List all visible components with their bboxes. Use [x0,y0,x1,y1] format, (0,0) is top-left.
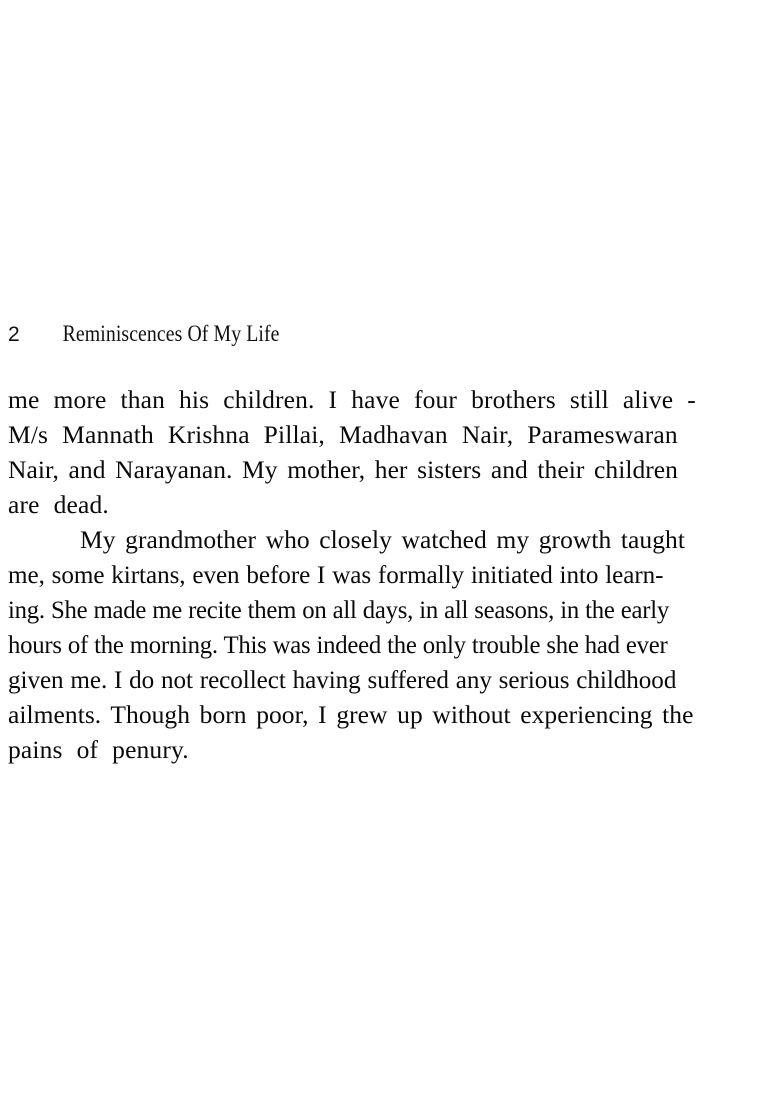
text-line: given me. I do not recollect having suffered any serious childhood [8,665,677,694]
body-text [8,382,772,767]
text-line: Nair, and Narayanan. My mother, her sisters and their children [8,455,678,484]
text-line: pains of penury. [8,735,189,764]
text-line: ing. She made me recite them on all days, in all seasons, in the early [8,595,669,624]
text-line: hours of the morning. This was indeed the only trouble she had ever [8,630,668,659]
page-number: 2 [8,323,20,346]
paragraph [8,382,772,522]
text-line: me, some kirtans, even before I was formally initiated into learn- [8,560,664,589]
running-title: Reminiscences Of My Life [62,321,280,346]
text-line: M/s Mannath Krishna Pillai, Madhavan Nair, Parameswaran [8,420,678,449]
text-line: me more than his children. I have four brothers still alive - [8,385,696,414]
text-line-content: My grandmother who closely watched my growth taught [80,525,685,554]
paragraph [8,522,772,767]
text-line: ailments. Though born poor, I grew up without experiencing the [8,700,694,729]
text-line [8,522,772,557]
text-line: are dead. [8,490,109,519]
running-head [8,322,772,356]
